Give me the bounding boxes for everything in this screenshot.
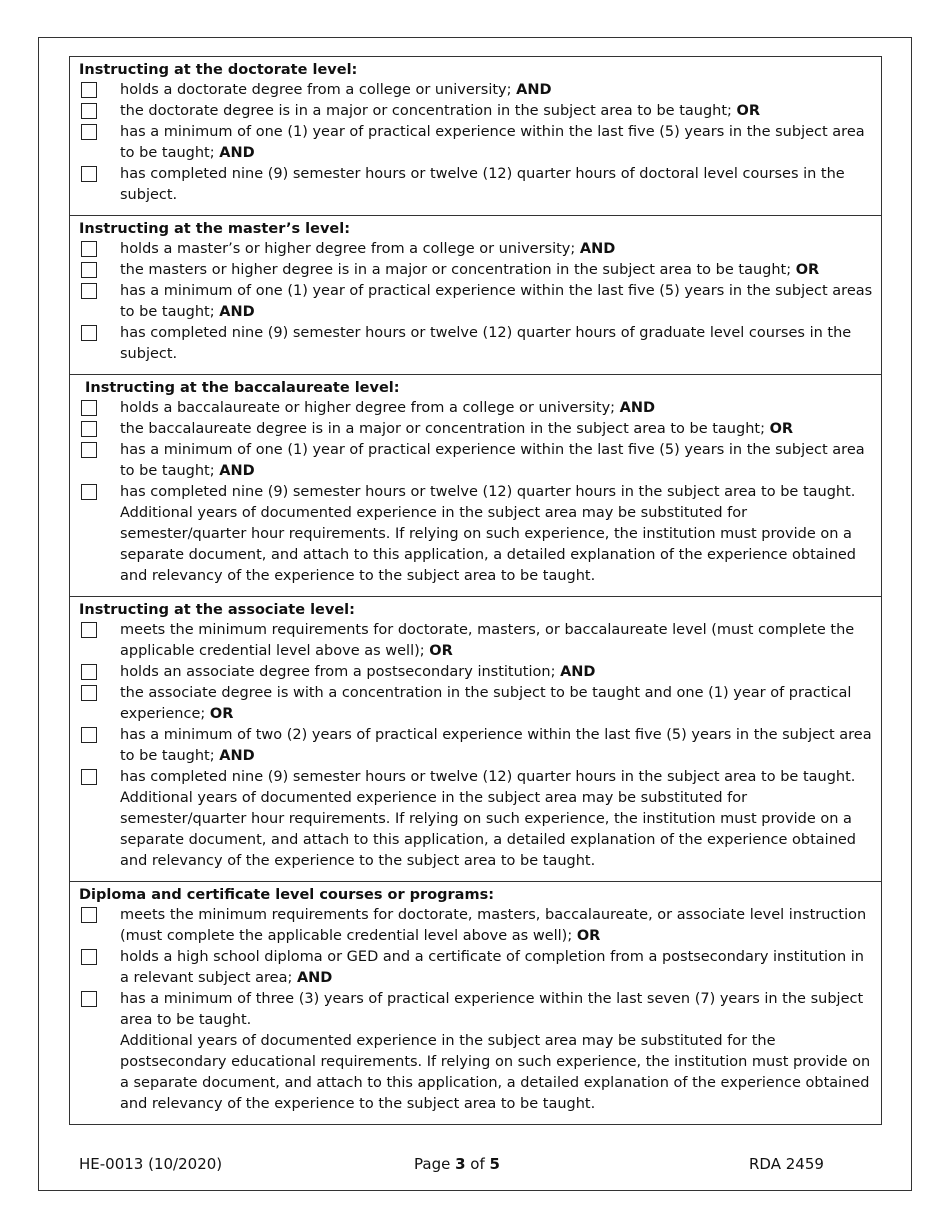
requirement-item xyxy=(70,239,881,260)
conjunction: AND xyxy=(219,145,255,161)
requirement-item xyxy=(70,482,881,587)
requirement-text: has completed nine (9) semester hours or twelve (12) quarter hours of graduate level courses in the subject. xyxy=(120,325,852,362)
section-associate xyxy=(70,596,881,881)
requirement-checkbox[interactable] xyxy=(81,949,97,965)
requirement-item xyxy=(70,260,881,281)
requirement-checkbox[interactable] xyxy=(81,421,97,437)
requirement-text: has a minimum of one (1) year of practical experience within the last five (5) years in the subject area to be taught; xyxy=(120,442,865,479)
conjunction: OR xyxy=(209,706,234,722)
conjunction: AND xyxy=(296,970,333,986)
section-baccalaureate xyxy=(70,374,881,596)
conjunction: AND xyxy=(516,82,552,98)
requirement-item xyxy=(70,281,881,323)
conjunction: AND xyxy=(219,748,255,764)
requirement-item xyxy=(70,767,881,872)
qualification-table xyxy=(69,56,882,1125)
requirement-text: has completed nine (9) semester hours or twelve (12) quarter hours in the subject area to be taught. Additional years of documented experience in the subject area may be substituted for semester/quarter hour requirements. If relying on such experience, the institution must provide on a separate document, and attach to this application, a detailed explanation of the experience obtained and relevancy of the experience to the subject area to be taught. xyxy=(120,769,857,869)
conjunction: AND xyxy=(219,463,255,479)
requirement-text: has a minimum of one (1) year of practical experience within the last five (5) years in the subject area to be taught; xyxy=(120,124,865,161)
requirement-item xyxy=(70,101,881,122)
section-doctorate xyxy=(70,57,881,215)
section-masters xyxy=(70,215,881,374)
requirement-checkbox[interactable] xyxy=(81,907,97,923)
requirement-checkbox[interactable] xyxy=(81,484,97,500)
section-heading: Instructing at the baccalaureate level: xyxy=(85,380,400,396)
conjunction: AND xyxy=(219,304,255,320)
section-heading: Instructing at the doctorate level: xyxy=(79,62,358,78)
requirement-checkbox[interactable] xyxy=(81,622,97,638)
page-of: of xyxy=(465,1155,490,1173)
requirement-text: meets the minimum requirements for doctorate, masters, baccalaureate, or associate level instruction (must complete the applicable credential level above as well); xyxy=(120,907,867,944)
requirement-checkbox[interactable] xyxy=(81,82,97,98)
requirement-text: has completed nine (9) semester hours or twelve (12) quarter hours of doctoral level courses in the subject. xyxy=(120,166,845,203)
form-id: HE-0013 (10/2020) xyxy=(79,1155,223,1173)
requirement-checkbox[interactable] xyxy=(81,400,97,416)
conjunction: AND xyxy=(560,664,596,680)
requirement-item xyxy=(70,80,881,101)
conjunction: OR xyxy=(795,262,820,278)
requirement-text: has a minimum of two (2) years of practical experience within the last five (5) years in the subject area to be taught; xyxy=(120,727,872,764)
requirement-text: has a minimum of one (1) year of practical experience within the last five (5) years in the subject areas to be taught; xyxy=(120,283,873,320)
requirement-checkbox[interactable] xyxy=(81,103,97,119)
section-heading: Diploma and certificate level courses or programs: xyxy=(79,887,495,903)
conjunction: OR xyxy=(576,928,601,944)
requirement-text: the baccalaureate degree is in a major or concentration in the subject area to be taught; xyxy=(120,421,770,437)
page-current: 3 xyxy=(455,1155,466,1173)
requirement-text: meets the minimum requirements for doctorate, masters, or baccalaureate level (must complete the applicable credential level above as well); xyxy=(120,622,855,659)
requirement-item xyxy=(70,164,881,206)
requirement-text: holds a baccalaureate or higher degree from a college or university; xyxy=(120,400,620,416)
section-note: Additional years of documented experience in the subject area may be substituted for the postsecondary educational requirements. If relying on such experience, the institution must provide on a separate document, and attach to this application, a detailed explanation of the experience obtained and relevancy of the experience to the subject area to be taught. xyxy=(120,1033,871,1112)
requirement-item xyxy=(70,419,881,440)
requirement-item xyxy=(70,323,881,365)
section-heading: Instructing at the master’s level: xyxy=(79,221,350,237)
conjunction: OR xyxy=(769,421,794,437)
requirement-item xyxy=(70,440,881,482)
requirement-text: the associate degree is with a concentration in the subject to be taught and one (1) year of practical experience; xyxy=(120,685,852,722)
rda-number: RDA 2459 xyxy=(749,1155,824,1173)
requirement-text: holds an associate degree from a postsecondary institution; xyxy=(120,664,561,680)
requirement-checkbox[interactable] xyxy=(81,442,97,458)
requirement-item xyxy=(70,398,881,419)
requirement-checkbox[interactable] xyxy=(81,283,97,299)
requirement-checkbox[interactable] xyxy=(81,124,97,140)
requirement-text: has a minimum of three (3) years of practical experience within the last seven (7) years in the subject area to be taught. xyxy=(120,991,864,1028)
requirement-checkbox[interactable] xyxy=(81,325,97,341)
requirement-item xyxy=(70,122,881,164)
requirement-text: holds a high school diploma or GED and a certificate of completion from a postsecondary institution in a relevant subject area; xyxy=(120,949,864,986)
requirement-checkbox[interactable] xyxy=(81,769,97,785)
requirement-item xyxy=(70,947,881,989)
section-heading: Instructing at the associate level: xyxy=(79,602,355,618)
requirement-item xyxy=(70,620,881,662)
requirement-checkbox[interactable] xyxy=(81,727,97,743)
page-total: 5 xyxy=(489,1155,500,1173)
requirement-checkbox[interactable] xyxy=(81,685,97,701)
requirement-item xyxy=(70,989,881,1031)
requirement-item xyxy=(70,725,881,767)
requirement-text: the doctorate degree is in a major or concentration in the subject area to be taught; xyxy=(120,103,737,119)
requirement-item xyxy=(70,662,881,683)
requirement-checkbox[interactable] xyxy=(81,262,97,278)
conjunction: OR xyxy=(429,643,453,659)
conjunction: AND xyxy=(579,241,616,257)
section-diploma-certificate xyxy=(70,881,881,1124)
conjunction: AND xyxy=(619,400,656,416)
requirement-text: holds a master’s or higher degree from a college or university; xyxy=(120,241,580,257)
requirement-item xyxy=(70,905,881,947)
requirement-checkbox[interactable] xyxy=(81,664,97,680)
requirement-item xyxy=(70,683,881,725)
requirement-checkbox[interactable] xyxy=(81,241,97,257)
page-number xyxy=(414,1154,500,1174)
requirement-text: holds a doctorate degree from a college or university; xyxy=(120,82,517,98)
requirement-checkbox[interactable] xyxy=(81,991,97,1007)
conjunction: OR xyxy=(736,103,761,119)
page-prefix: Page xyxy=(414,1155,456,1173)
requirement-text: the masters or higher degree is in a major or concentration in the subject area to be taught; xyxy=(120,262,796,278)
requirement-text: has completed nine (9) semester hours or twelve (12) quarter hours in the subject area to be taught. Additional years of documented experience in the subject area may be substituted for semester/quarter hour requirements. If relying on such experience, the institution must provide on a separate document, and attach to this application, a detailed explanation of the experience obtained and relevancy of the experience to the subject area to be taught. xyxy=(120,484,857,584)
requirement-checkbox[interactable] xyxy=(81,166,97,182)
